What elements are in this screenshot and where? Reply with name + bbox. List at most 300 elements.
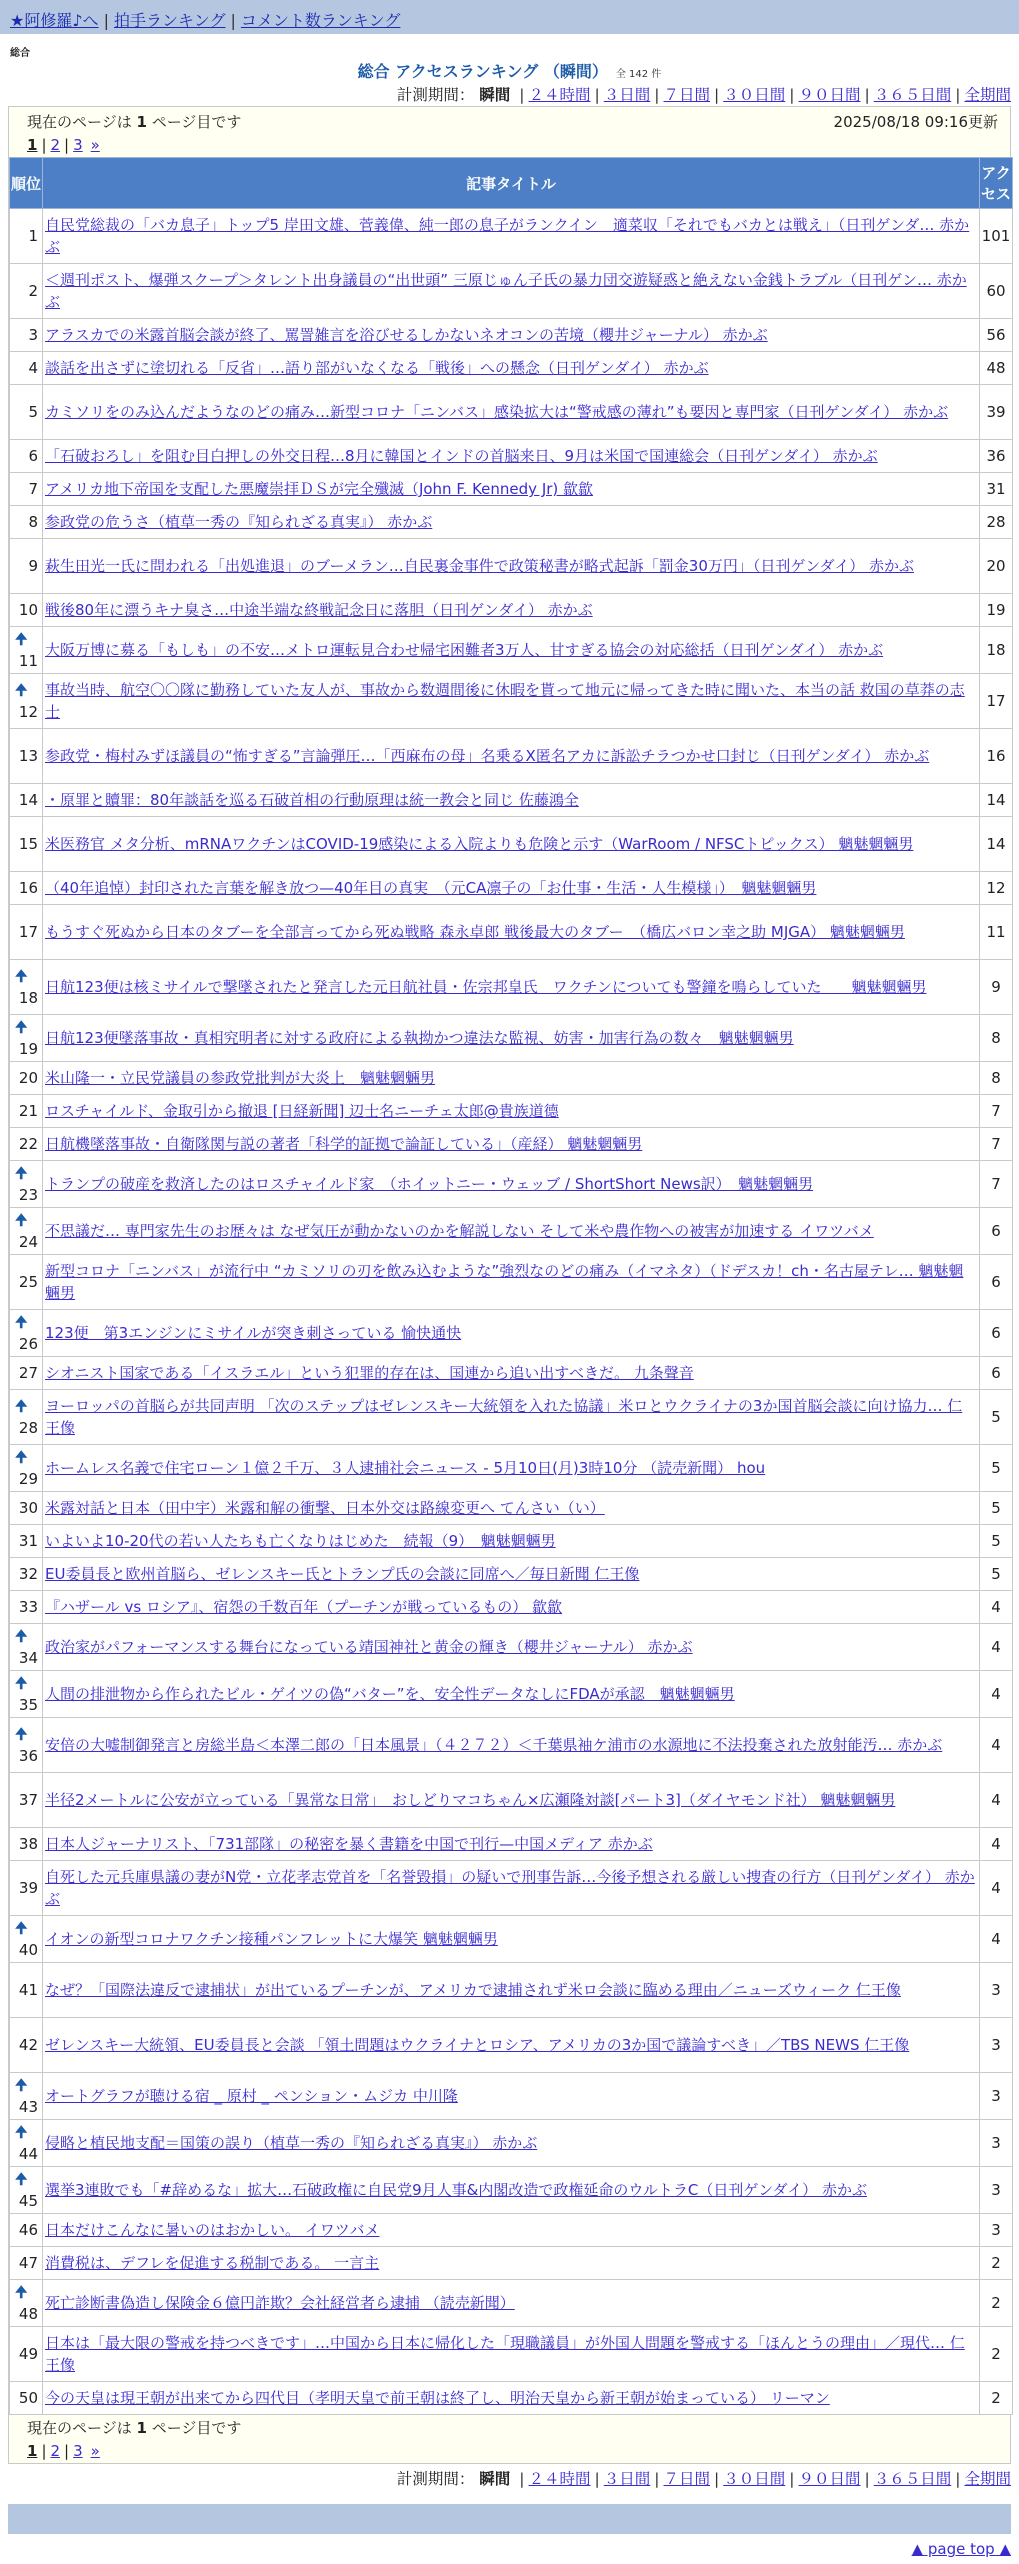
rank-up-arrow-icon: 🠉 xyxy=(15,1397,28,1415)
rank-number: 21 xyxy=(18,1102,38,1120)
title-cell xyxy=(43,539,980,594)
article-link[interactable]: 不思議だ… 専門家先生のお歴々は なぜ気圧が動かないのかを解説しない そして米や農作物への被害が加速する イワツバメ xyxy=(45,1222,874,1240)
period-link[interactable]: ３０日間 xyxy=(723,2470,786,2488)
title-cell xyxy=(43,1492,980,1525)
table-row xyxy=(10,1773,1013,1828)
page-title xyxy=(0,60,1019,84)
rank-cell xyxy=(10,1095,43,1128)
rank-cell xyxy=(10,1525,43,1558)
title-cell xyxy=(43,960,980,1015)
access-count: 6 xyxy=(980,1208,1013,1255)
nav-link-applause-ranking[interactable]: 拍手ランキング xyxy=(113,11,226,30)
rank-cell xyxy=(10,506,43,539)
period-link[interactable]: 全期間 xyxy=(964,2470,1011,2488)
access-count: 36 xyxy=(980,440,1013,473)
rank-cell xyxy=(10,674,43,729)
rank-cell xyxy=(10,1558,43,1591)
rank-number: 33 xyxy=(18,1598,38,1616)
table-row xyxy=(10,440,1013,473)
access-count: 17 xyxy=(980,674,1013,729)
table-row xyxy=(10,872,1013,905)
article-link[interactable]: 『ハザール vs ロシア』、宿怨の千数百年（プーチンが戦っているもの） 歙歙 xyxy=(45,1598,562,1616)
access-count: 4 xyxy=(980,1861,1013,1916)
access-count: 31 xyxy=(980,473,1013,506)
article-link[interactable]: アメリカ地下帝国を支配した悪魔崇拝ＤＳが完全殲滅（John F. Kennedy Jr) 歙歙 xyxy=(45,480,594,498)
title-cell xyxy=(43,784,980,817)
rank-cell xyxy=(10,1161,43,1208)
table-row xyxy=(10,473,1013,506)
rank-cell xyxy=(10,2167,43,2214)
rank-number: 44 xyxy=(18,2145,38,2163)
rank-number: 7 xyxy=(28,480,38,498)
title-cell xyxy=(43,440,980,473)
table-row xyxy=(10,1591,1013,1624)
article-link[interactable]: なぜ？「国際法違反で逮捕状」が出ているプーチンが、アメリカで逮捕されず米ロ会談に臨める理由／ニューズウィーク 仁王像 xyxy=(45,1981,901,1999)
rank-number: 41 xyxy=(18,1981,38,1999)
access-count: 3 xyxy=(980,2214,1013,2247)
table-row xyxy=(10,1624,1013,1671)
article-link[interactable]: 今の天皇は現王朝が出来てから四代目（孝明天皇で前王朝は終了し、明治天皇から新王朝が始まっている） リーマン xyxy=(45,2389,830,2407)
article-link[interactable]: 人間の排泄物から作られたビル・ゲイツの偽“バター”を、安全性データなしにFDAが承認 魑魅魍魎男 xyxy=(45,1685,735,1703)
period-link[interactable]: ３日間 xyxy=(603,2470,651,2488)
nav-separator: | xyxy=(230,11,236,30)
table-row xyxy=(10,2327,1013,2382)
rank-number: 35 xyxy=(18,1696,38,1714)
header-title: 記事タイトル xyxy=(43,158,980,209)
page-top-link[interactable]: ▲ page top ▲ xyxy=(911,2540,1011,2558)
article-link[interactable]: 死亡診断書偽造し保険金６億円詐欺？会社経営者ら逮捕 （読売新聞） xyxy=(45,2294,515,2312)
rank-cell xyxy=(10,872,43,905)
article-link[interactable]: 侵略と植民地支配＝国策の誤り（植草一秀の『知られざる真実』） 赤かぶ xyxy=(45,2134,538,2152)
rank-number: 25 xyxy=(18,1273,38,1291)
title-cell xyxy=(43,1390,980,1445)
title-cell xyxy=(43,1963,980,2018)
article-link[interactable]: ホームレス名義で住宅ローン１億２千万、３人逮捕社会ニュース - 5月10日(月)3時10分 （読売新聞） hou xyxy=(45,1459,766,1477)
access-count: 4 xyxy=(980,1916,1013,1963)
period-link[interactable]: ７日間 xyxy=(663,2470,710,2488)
article-link[interactable]: 萩生田光一氏に問われる「出処進退」のブーメラン…自民裏金事件で政策秘書が略式起訴「罰金30万円」（日刊ゲンダイ） 赤かぶ xyxy=(45,557,914,575)
article-link[interactable]: 自死した元兵庫県議の妻がN党・立花孝志党首を「名誉毀損」の疑いで刑事告訴…今後予想される厳しい捜査の行方（日刊ゲンダイ） 赤かぶ xyxy=(45,1868,975,1908)
table-row xyxy=(10,1963,1013,2018)
title-cell xyxy=(43,2382,980,2415)
title-cell xyxy=(43,817,980,872)
rank-up-arrow-icon: 🠉 xyxy=(15,2123,28,2141)
period-link[interactable]: ２４時間 xyxy=(528,2470,591,2488)
article-link[interactable]: 半径2メートルに公安が立っている「異常な日常」 おしどりマコちゃん×広瀬隆対談[パート3]（ダイヤモンド社） 魑魅魍魎男 xyxy=(45,1791,896,1809)
rank-cell xyxy=(10,1310,43,1357)
pager-link-3[interactable]: 3 xyxy=(73,2442,83,2460)
rank-number: 26 xyxy=(18,1335,38,1353)
title-cell xyxy=(43,2073,980,2120)
article-link[interactable]: イオンの新型コロナワクチン接種パンフレットに大爆笑 魑魅魍魎男 xyxy=(45,1930,498,1948)
rank-cell xyxy=(10,1357,43,1390)
table-row xyxy=(10,729,1013,784)
rank-cell xyxy=(10,1445,43,1492)
period-separator: | xyxy=(864,86,870,104)
table-row xyxy=(10,1390,1013,1445)
access-count: 18 xyxy=(980,627,1013,674)
article-link[interactable]: 日本だけこんなに暑いのはおかしい。 イワツバメ xyxy=(45,2221,380,2239)
title-cell xyxy=(43,1624,980,1671)
article-link[interactable]: 参政党の危うさ（植草一秀の『知られざる真実』） 赤かぶ xyxy=(45,513,433,531)
rank-number: 12 xyxy=(18,703,38,721)
updated-timestamp: 2025/08/18 09:16更新 xyxy=(833,113,998,131)
article-link[interactable]: 自民党総裁の「バカ息子」トップ5 岸田文雄、菅義偉、純一郎の息子がランクイン 適菜収「それでもバカとは戦え」（日刊ゲンダ… 赤かぶ xyxy=(45,216,970,256)
article-link[interactable]: 日航機墜落事故・自衛隊関与説の著者「科学的証拠で論証している」（産経） 魑魅魍魎男 xyxy=(45,1135,643,1153)
period-selector xyxy=(0,84,1019,106)
rank-up-arrow-icon: 🠉 xyxy=(15,2076,28,2094)
article-link[interactable]: オートグラフが聴ける宿 _ 原村 _ ペンション・ムジカ 中川隆 xyxy=(45,2087,458,2105)
rank-cell xyxy=(10,385,43,440)
pager-next[interactable]: » xyxy=(90,2442,100,2460)
pager-current: 1 xyxy=(27,136,38,154)
table-row xyxy=(10,674,1013,729)
article-link[interactable]: EU委員長と欧州首脳ら、ゼレンスキー氏とトランプ氏の会談に同席へ／毎日新聞 仁王像 xyxy=(45,1565,640,1583)
table-row xyxy=(10,1671,1013,1718)
title-cell xyxy=(43,1445,980,1492)
rank-number: 42 xyxy=(18,2036,38,2054)
rank-up-arrow-icon: 🠉 xyxy=(15,1018,28,1036)
access-count: 16 xyxy=(980,729,1013,784)
period-current: 瞬間 xyxy=(479,2470,511,2488)
table-row xyxy=(10,1718,1013,1773)
period-separator: | xyxy=(519,2470,525,2488)
article-link[interactable]: 123便 第3エンジンにミサイルが突き刺さっている 愉快通快 xyxy=(45,1324,462,1342)
nav-link-asyura[interactable]: ★阿修羅♪へ xyxy=(10,11,99,30)
rank-number: 16 xyxy=(18,879,38,897)
table-row xyxy=(10,627,1013,674)
rank-cell xyxy=(10,817,43,872)
rank-number: 11 xyxy=(18,652,38,670)
access-count: 4 xyxy=(980,1773,1013,1828)
table-row xyxy=(10,1445,1013,1492)
period-link[interactable]: ２４時間 xyxy=(528,86,591,104)
article-link[interactable]: 安倍の大嘘制御発言と房総半島＜本澤二郎の「日本風景」（４２７２）＜千葉県袖ケ浦市の水源地に不法投棄された放射能汚… 赤かぶ xyxy=(45,1736,943,1754)
rank-number: 40 xyxy=(18,1941,38,1959)
article-link[interactable]: 選挙3連敗でも「#辞めるな」拡大…石破政権に自民党9月人事&内閣改造で政権延命のウルトラC（日刊ゲンダイ） 赤かぶ xyxy=(45,2181,867,2199)
title-cell xyxy=(43,352,980,385)
table-row xyxy=(10,1095,1013,1128)
article-link[interactable]: 米山隆一・立民党議員の参政党批判が大炎上 魑魅魍魎男 xyxy=(45,1069,436,1087)
rank-up-arrow-icon: 🠉 xyxy=(15,1627,28,1645)
access-count: 2 xyxy=(980,2280,1013,2327)
access-count: 2 xyxy=(980,2247,1013,2280)
pager-link-2[interactable]: 2 xyxy=(50,2442,61,2460)
article-link[interactable]: 日航123便墜落事故・真相究明者に対する政府による執拗かつ違法な監視、妨害・加害行為の数々 魑魅魍魎男 xyxy=(45,1029,794,1047)
rank-cell xyxy=(10,1773,43,1828)
title-cell xyxy=(43,506,980,539)
article-link[interactable]: カミソリをのみ込んだようなのどの痛み…新型コロナ「ニンバス」感染拡大は“警戒感の薄れ”も要因と専門家（日刊ゲンダイ） 赤かぶ xyxy=(45,403,949,421)
title-cell xyxy=(43,594,980,627)
article-link[interactable]: 参政党・梅村みずほ議員の“怖すぎる”言論弾圧…「西麻布の母」名乗るX匿名アカに訴訟チラつかせ口封じ（日刊ゲンダイ） 赤かぶ xyxy=(45,747,930,765)
title-cell xyxy=(43,1916,980,1963)
title-cell xyxy=(43,264,980,319)
article-link[interactable]: シオニスト国家である「イスラエル」という犯罪的存在は、国連から追い出すべきだ。 九条聲音 xyxy=(45,1364,694,1382)
article-link[interactable]: ・原罪と贖罪：80年談話を巡る石破首相の行動原理は統一教会と同じ 佐藤鴻全 xyxy=(45,791,579,809)
article-link[interactable]: 消費税は、デフレを促進する税制である。 一言主 xyxy=(45,2254,380,2272)
footer-bar xyxy=(8,2504,1011,2534)
rank-number: 15 xyxy=(18,835,38,853)
table-row xyxy=(10,1208,1013,1255)
title-cell xyxy=(43,1591,980,1624)
access-count: 4 xyxy=(980,1671,1013,1718)
header-rank: 順位 xyxy=(10,158,43,209)
period-link[interactable]: ７日間 xyxy=(663,86,710,104)
article-link[interactable]: 大阪万博に募る「もしも」の不安…メトロ運転見合わせ帰宅困難者3万人、甘すぎる協会の対応総括（日刊ゲンダイ） 赤かぶ xyxy=(45,641,884,659)
access-count: 8 xyxy=(980,1062,1013,1095)
rank-number: 45 xyxy=(18,2192,38,2210)
article-link[interactable]: （40年追悼）封印された言葉を解き放つ—40年目の真実 （元CA凛子の「お仕事・生活・人生模様」） 魑魅魍魎男 xyxy=(45,879,817,897)
table-row xyxy=(10,960,1013,1015)
rank-cell xyxy=(10,2382,43,2415)
period-separator: | xyxy=(519,86,525,104)
rank-cell xyxy=(10,319,43,352)
access-count: 3 xyxy=(980,1963,1013,2018)
rank-number: 3 xyxy=(28,326,38,344)
rank-up-arrow-icon: 🠉 xyxy=(15,967,28,985)
period-link[interactable]: ９０日間 xyxy=(798,86,861,104)
rank-number: 34 xyxy=(18,1649,38,1667)
access-count: 28 xyxy=(980,506,1013,539)
rank-number: 48 xyxy=(18,2305,38,2323)
rank-up-arrow-icon: 🠉 xyxy=(15,1725,28,1743)
page-info-text: 現在のページは 1 ページ目です xyxy=(27,113,242,131)
period-link[interactable]: 全期間 xyxy=(964,86,1011,104)
rank-up-arrow-icon: 🠉 xyxy=(15,1448,28,1466)
rank-number: 18 xyxy=(18,989,38,1007)
rank-number: 43 xyxy=(18,2098,38,2116)
title-cell xyxy=(43,1062,980,1095)
title-cell xyxy=(43,1208,980,1255)
access-count: 14 xyxy=(980,784,1013,817)
article-link[interactable]: ゼレンスキー大統領、EU委員長と会談 「領土問題はウクライナとロシア、アメリカの3か国で議論すべき」／TBS NEWS 仁王像 xyxy=(45,2036,910,2054)
rank-cell xyxy=(10,1492,43,1525)
table-row xyxy=(10,1558,1013,1591)
rank-cell xyxy=(10,2073,43,2120)
access-count: 3 xyxy=(980,2120,1013,2167)
article-link[interactable]: 戦後80年に漂うキナ臭さ…中途半端な終戦記念日に落胆（日刊ゲンダイ） 赤かぶ xyxy=(45,601,593,619)
rank-number: 10 xyxy=(18,601,38,619)
rank-number: 37 xyxy=(18,1791,38,1809)
article-link[interactable]: いよいよ10-20代の若い人たちも亡くなりはじめた 続報（9） 魑魅魍魎男 xyxy=(45,1532,556,1550)
rank-number: 28 xyxy=(18,1419,38,1437)
pager-link-2[interactable]: 2 xyxy=(50,136,61,154)
title-cell xyxy=(43,2018,980,2073)
access-count: 5 xyxy=(980,1445,1013,1492)
nav-separator: | xyxy=(103,11,109,30)
article-link[interactable]: 事故当時、航空〇〇隊に勤務していた友人が、事故から数週間後に休暇を貰って地元に帰ってきた時に聞いた、本当の話 救国の草莽の志士 xyxy=(45,681,965,721)
title-cell xyxy=(43,1525,980,1558)
rank-number: 17 xyxy=(18,923,38,941)
title-cell xyxy=(43,319,980,352)
rank-cell xyxy=(10,440,43,473)
rank-number: 30 xyxy=(18,1499,38,1517)
title-cell xyxy=(43,1310,980,1357)
rank-cell xyxy=(10,2247,43,2280)
access-count: 3 xyxy=(980,2167,1013,2214)
period-link[interactable]: ３６５日間 xyxy=(873,86,952,104)
rank-number: 50 xyxy=(18,2389,38,2407)
rank-cell xyxy=(10,2018,43,2073)
table-row xyxy=(10,1525,1013,1558)
table-row xyxy=(10,1161,1013,1208)
page-info xyxy=(9,107,1010,133)
period-link[interactable]: ３日間 xyxy=(603,86,651,104)
title-cell xyxy=(43,2247,980,2280)
article-link[interactable]: ＜週刊ポスト、爆弾スクープ＞タレント出身議員の“出世頭” 三原じゅん子氏の暴力団交遊疑惑と絶えない金銭トラブル（日刊ゲン… 赤かぶ xyxy=(45,271,967,311)
access-count: 20 xyxy=(980,539,1013,594)
pager-next[interactable]: » xyxy=(90,136,100,154)
table-row xyxy=(10,2247,1013,2280)
period-separator: | xyxy=(714,2470,720,2488)
access-count: 5 xyxy=(980,1558,1013,1591)
article-link[interactable]: アラスカでの米露首脳会談が終了、罵詈雑言を浴びせるしかないネオコンの苦境（櫻井ジャーナル） 赤かぶ xyxy=(45,326,768,344)
title-cell xyxy=(43,2214,980,2247)
rank-cell xyxy=(10,905,43,960)
rank-number: 1 xyxy=(28,227,38,245)
period-current: 瞬間 xyxy=(479,86,511,104)
rank-up-arrow-icon: 🠉 xyxy=(15,1313,28,1331)
article-link[interactable]: トランプの破産を救済したのはロスチャイルド家 （ホイットニー・ウェッブ / ShortShort News訳） 魑魅魍魎男 xyxy=(45,1175,814,1193)
rank-cell xyxy=(10,2280,43,2327)
article-link[interactable]: ヨーロッパの首脳らが共同声明 「次のステップはゼレンスキー大統領を入れた協議」米ロとウクライナの3か国首脳会談に向け協力… 仁王像 xyxy=(45,1397,963,1437)
table-row xyxy=(10,1916,1013,1963)
table-row xyxy=(10,2018,1013,2073)
rank-cell xyxy=(10,1128,43,1161)
rank-cell xyxy=(10,539,43,594)
rank-cell xyxy=(10,1671,43,1718)
article-link[interactable]: 談話を出さずに塗切れる「反省」…語り部がいなくなる「戦後」への懸念（日刊ゲンダイ） 赤かぶ xyxy=(45,359,709,377)
access-count: 2 xyxy=(980,2327,1013,2382)
title-cell xyxy=(43,1357,980,1390)
table-row xyxy=(10,817,1013,872)
rank-cell xyxy=(10,627,43,674)
rank-cell xyxy=(10,352,43,385)
pager-link-3[interactable]: 3 xyxy=(73,136,83,154)
period-separator: | xyxy=(654,2470,660,2488)
rank-cell xyxy=(10,1624,43,1671)
article-link[interactable]: 政治家がパフォーマンスする舞台になっている靖国神社と黄金の輝き（櫻井ジャーナル） 赤かぶ xyxy=(45,1638,693,1656)
title-cell xyxy=(43,1773,980,1828)
period-separator: | xyxy=(955,2470,961,2488)
title-cell xyxy=(43,2167,980,2214)
rank-cell xyxy=(10,2214,43,2247)
access-count: 9 xyxy=(980,960,1013,1015)
table-row xyxy=(10,506,1013,539)
title-cell xyxy=(43,1828,980,1861)
nav-link-comment-ranking[interactable]: コメント数ランキング xyxy=(240,11,401,30)
access-count: 7 xyxy=(980,1095,1013,1128)
pager: 1 | 2 | 3 » xyxy=(27,136,100,154)
article-link[interactable]: 日本は「最大限の警戒を持つべきです」…中国から日本に帰化した「現職議員」が外国人問題を警戒する「ほんとうの理由」／現代… 仁王像 xyxy=(45,2334,965,2374)
rank-cell xyxy=(10,784,43,817)
pager-current: 1 xyxy=(27,2442,38,2460)
table-row xyxy=(10,319,1013,352)
period-selector-bottom xyxy=(0,2466,1019,2492)
rank-cell xyxy=(10,729,43,784)
article-link[interactable]: 日航123便は核ミサイルで撃墜されたと発言した元日航社員・佐宗邦皇氏 ワクチンについても警鐘を鳴らしていた 魑魅魍魎男 xyxy=(45,978,927,996)
table-row xyxy=(10,209,1013,264)
title-cell xyxy=(43,2120,980,2167)
access-count: 3 xyxy=(980,2073,1013,2120)
access-count: 5 xyxy=(980,1390,1013,1445)
rank-up-arrow-icon: 🠉 xyxy=(15,681,28,699)
title-cell xyxy=(43,385,980,440)
rank-up-arrow-icon: 🠉 xyxy=(15,1164,28,1182)
rank-number: 8 xyxy=(28,513,38,531)
period-link[interactable]: ３６５日間 xyxy=(873,2470,952,2488)
period-label: 計測期間： xyxy=(396,2470,475,2488)
table-row xyxy=(10,1310,1013,1357)
table-row xyxy=(10,2073,1013,2120)
rank-cell xyxy=(10,1208,43,1255)
rank-cell xyxy=(10,1718,43,1773)
rank-cell xyxy=(10,1591,43,1624)
table-row xyxy=(10,539,1013,594)
title-cell xyxy=(43,872,980,905)
access-count: 4 xyxy=(980,1624,1013,1671)
rank-number: 13 xyxy=(18,747,38,765)
rank-number: 2 xyxy=(28,282,38,300)
table-row xyxy=(10,385,1013,440)
table-row xyxy=(10,1128,1013,1161)
access-count: 5 xyxy=(980,1525,1013,1558)
rank-up-arrow-icon: 🠉 xyxy=(15,2170,28,2188)
access-count: 19 xyxy=(980,594,1013,627)
rank-number: 32 xyxy=(18,1565,38,1583)
rank-number: 38 xyxy=(18,1835,38,1853)
table-row xyxy=(10,1357,1013,1390)
table-row xyxy=(10,264,1013,319)
article-link[interactable]: 米医務官 メタ分析、mRNAワクチンはCOVID-19感染による入院よりも危険と示す（WarRoom / NFSCトピックス） 魑魅魍魎男 xyxy=(45,835,914,853)
rank-number: 6 xyxy=(28,447,38,465)
period-link[interactable]: ３０日間 xyxy=(723,86,786,104)
rank-cell xyxy=(10,1916,43,1963)
title-cell xyxy=(43,2280,980,2327)
rank-number: 47 xyxy=(18,2254,38,2272)
title-cell xyxy=(43,2327,980,2382)
title-cell xyxy=(43,1558,980,1591)
table-row xyxy=(10,784,1013,817)
article-link[interactable]: 米露対話と日本（田中宇）米露和解の衝撃、日本外交は路線変更へ てんさい（い） xyxy=(45,1499,605,1517)
rank-number: 22 xyxy=(18,1135,38,1153)
access-count: 14 xyxy=(980,817,1013,872)
rank-number: 27 xyxy=(18,1364,38,1382)
table-row xyxy=(10,1015,1013,1062)
rank-cell xyxy=(10,1062,43,1095)
rank-number: 36 xyxy=(18,1747,38,1765)
article-link[interactable]: 「石破おろし」を阻む目白押しの外交日程…8月に韓国とインドの首脳来日、9月は米国で国連総会（日刊ゲンダイ） 赤かぶ xyxy=(45,447,878,465)
access-count: 101 xyxy=(980,209,1013,264)
period-separator: | xyxy=(789,86,795,104)
article-link[interactable]: ロスチャイルド、金取引から撤退 [日経新聞] 辺士名ニーチェ太郎@貴族道德 xyxy=(45,1102,559,1120)
table-row xyxy=(10,352,1013,385)
article-link[interactable]: 新型コロナ「ニンバス」が流行中 “カミソリの刃を飲み込むような”強烈なのどの痛み（イマネタ）（ドデスカ！ch・名古屋テレ… 魑魅魍魎男 xyxy=(45,1262,964,1302)
pager-bottom: 1 | 2 | 3 » xyxy=(27,2442,100,2460)
article-link[interactable]: 日本人ジャーナリスト、「731部隊」の秘密を暴く書籍を中国で刊行—中国メディア 赤かぶ xyxy=(45,1835,653,1853)
rank-cell xyxy=(10,2327,43,2382)
period-link[interactable]: ９０日間 xyxy=(798,2470,861,2488)
article-link[interactable]: もうすぐ死ぬから日本のタブーを全部言ってから死ぬ戦略 森永卓郎 戦後最大のタブー （橋広バロン幸之助 MJGA） 魑魅魍魎男 xyxy=(45,923,905,941)
access-count: 6 xyxy=(980,1310,1013,1357)
rank-number: 23 xyxy=(18,1186,38,1204)
ranking-table xyxy=(9,157,1013,2415)
title-cell xyxy=(43,627,980,674)
access-count: 7 xyxy=(980,1161,1013,1208)
table-row xyxy=(10,1492,1013,1525)
title-cell xyxy=(43,1161,980,1208)
rank-cell xyxy=(10,1828,43,1861)
